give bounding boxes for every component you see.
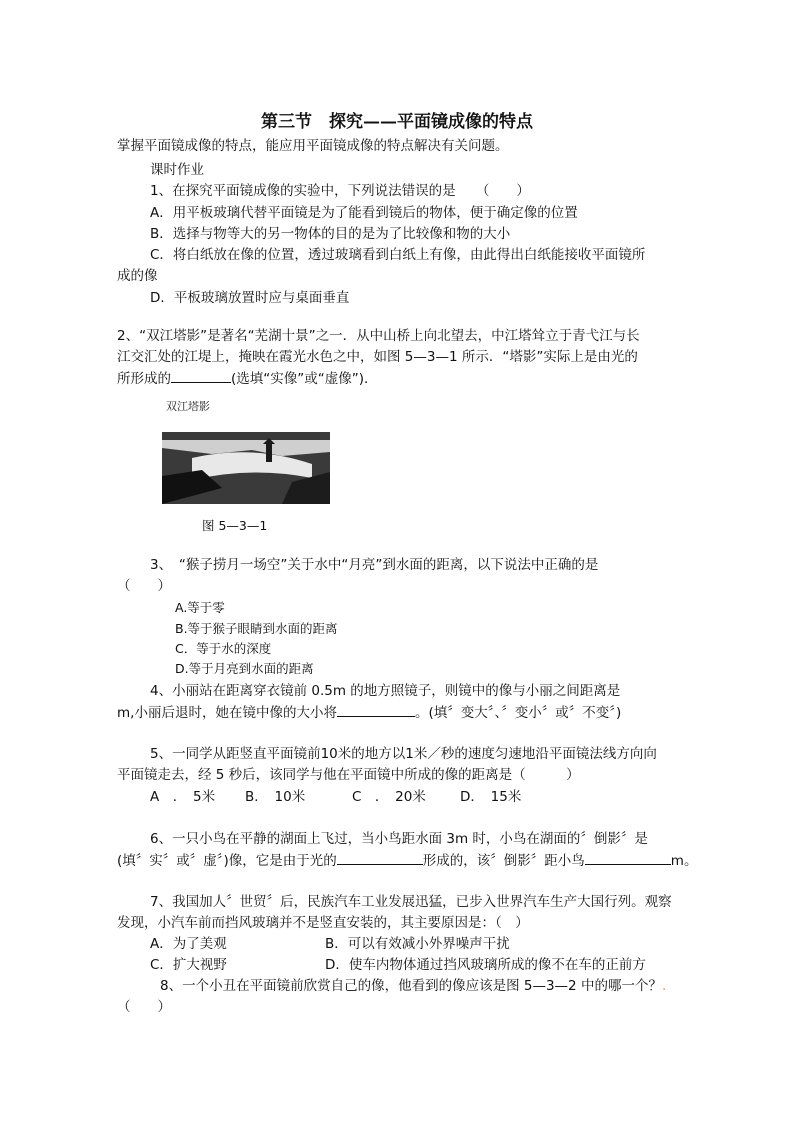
q6-line2 <box>117 851 697 870</box>
q4-line2-post: 。(填〞变大〞、〞变小〞或〞不变〞) <box>414 705 622 721</box>
q2-line3-pre: 所形成的 <box>117 371 171 387</box>
q1-option-b: B．选择与物等大的另一物体的目的是为了比较像和物的大小 <box>150 226 511 242</box>
q5-option-c: C ． 20米 <box>352 789 426 805</box>
q6-line1: 6、一只小鸟在平静的湖面上飞过，当小鸟距水面 3m 时，小鸟在湖面的〞倒影〞是 <box>150 831 648 847</box>
q5-line2: 平面镜走去，经 5 秒后，该同学与他在平面镜中所成的像的距离是（ ） <box>117 767 580 783</box>
q6-line2-post: m。 <box>670 853 698 869</box>
q7-line1: 7、我国加人〞世贸〞后，民族汽车工业发展迅猛，已步入世界汽车生产大国行列。观察 <box>150 894 672 910</box>
q7-line2: 发现，小汽车前而挡风玻璃并不是竖直安装的，其主要原因是：（ ） <box>117 915 529 931</box>
q7-option-c: C．扩大视野 <box>150 957 227 973</box>
page-title: 第三节 探究——平面镜成像的特点 <box>261 112 533 132</box>
q2-line3-post: (选填“实像”或“虚像”)． <box>231 371 378 387</box>
q5-option-a: A ． 5米 <box>150 789 216 805</box>
q3-option-c: C．等于水的深度 <box>175 641 272 656</box>
q6-answer-blank-2 <box>585 851 671 865</box>
q8-line1-text: 8、一个小丑在平面镜前欣赏自己的像，他看到的像应该是图 5—3—2 中的哪一个？ <box>160 978 662 994</box>
q2-line3 <box>117 369 378 388</box>
q3-option-a: A.等于零 <box>175 600 225 615</box>
q1-option-c-line1: C．将白纸放在像的位置，透过玻璃看到白纸上有像，由此得出白纸能接收平面镜所 <box>150 247 646 263</box>
q6-line2-pre: (填〞实〞或〞虚〞)像，它是由于光的 <box>117 853 337 869</box>
q2-answer-blank <box>171 369 231 383</box>
q3-stem-line2: （ ） <box>117 578 171 594</box>
q8-dot: . <box>661 978 667 994</box>
q3-option-b: B.等于猴子眼睛到水面的距离 <box>175 621 338 636</box>
q7-option-b: B．可以有效减小外界噪声干扰 <box>325 936 510 952</box>
q3-option-d: D.等于月亮到水面的距离 <box>175 661 314 676</box>
q1-option-c-line2: 成的像 <box>117 268 158 284</box>
figure-caption-5-3-1: 图 5—3—1 <box>202 518 268 533</box>
q1-option-a: A．用平板玻璃代替平面镜是为了能看到镜后的物体，便于确定像的位置 <box>150 205 578 221</box>
q1-stem: 1、在探究平面镜成像的实验中，下列说法错误的是 （ ） <box>150 183 530 199</box>
q6-answer-blank-1 <box>337 851 423 865</box>
q4-line1: 4、小丽站在距离穿衣镜前 0.5m 的地方照镜子，则镜中的像与小丽之间距离是 <box>150 683 621 699</box>
q8-line2: （ ） <box>117 999 171 1015</box>
q1-option-d: D．平板玻璃放置时应与桌面垂直 <box>150 290 350 306</box>
q5-option-d: D． 15米 <box>460 789 522 805</box>
twin-river-pagoda-photo <box>162 392 330 504</box>
q4-line2-pre: m,小丽后退时，她在镜中像的大小将 <box>117 705 337 721</box>
q6-line2-mid: 形成的，该〞倒影〞距小鸟 <box>422 853 585 869</box>
q5-option-b: B． 10米 <box>245 789 306 805</box>
q2-line2: 江交汇处的江堤上，掩映在霞光水色之中，如图 5—3—1 所示．“塔影”实际上是由光的 <box>117 349 638 365</box>
q4-line2 <box>117 703 621 722</box>
q8-line1 <box>160 977 666 995</box>
objective-text: 掌握平面镜成像的特点，能应用平面镜成像的特点解决有关问题。 <box>117 138 509 154</box>
photo-calligraphy: 双江塔影 <box>166 400 210 413</box>
q2-line1: 2、“双江塔影”是著名“芜湖十景”之一．从中山桥上向北望去，中江塔耸立于青弋江与长 <box>117 328 640 344</box>
q4-answer-blank <box>337 703 415 717</box>
q7-option-a: A．为了美观 <box>150 936 227 952</box>
q5-line1: 5、一同学从距竖直平面镜前10米的地方以1米／秒的速度匀速地沿平面镜法线方向向 <box>150 746 657 762</box>
q7-option-d: D．使车内物体通过挡风玻璃所成的像不在车的正前方 <box>325 957 646 973</box>
q3-stem-line1: 3、 “猴子捞月一场空”关于水中“月亮”到水面的距离，以下说法中正确的是 <box>150 557 599 573</box>
section-label: 课时作业 <box>150 162 204 178</box>
